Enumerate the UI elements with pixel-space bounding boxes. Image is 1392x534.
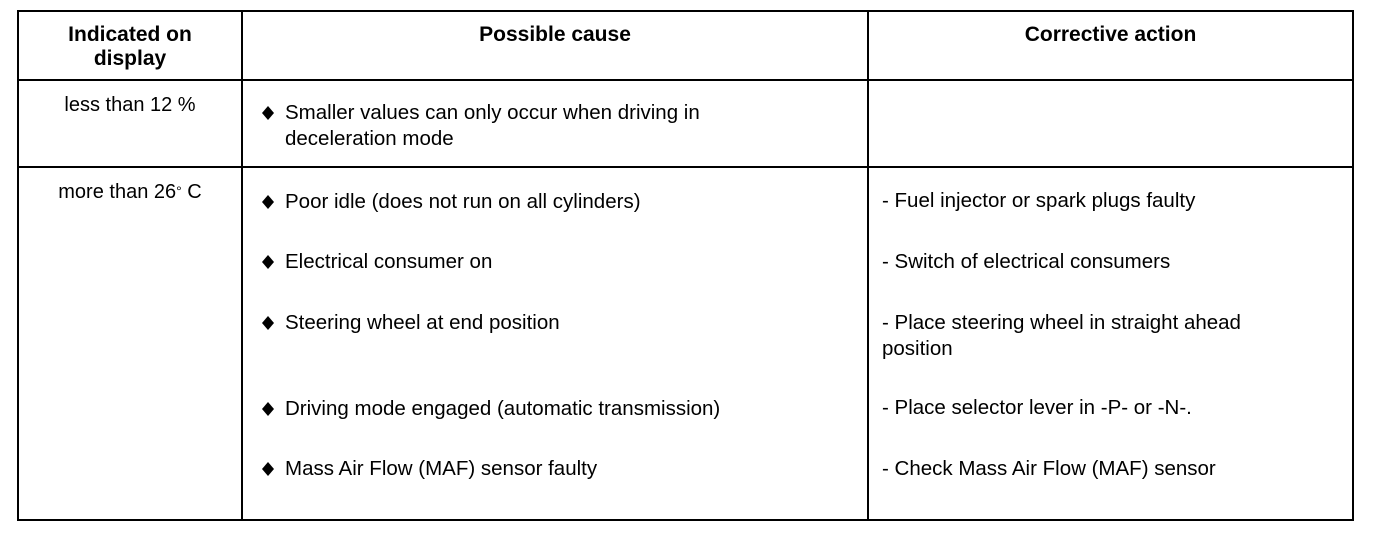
diamond-bullet-icon [262, 255, 274, 269]
indicated-cell [18, 167, 242, 520]
cause-text: Steering wheel at end position [285, 311, 560, 334]
table-row [18, 167, 1353, 520]
diamond-bullet-icon [262, 195, 274, 209]
table-header-row [18, 11, 1353, 80]
diamond-bullet-icon [262, 316, 274, 330]
action-item: - Place steering wheel in straight ahead position [882, 311, 1241, 360]
action-cell [868, 80, 1353, 167]
table-row [18, 80, 1353, 167]
cause-text: Poor idle (does not run on all cylinders) [285, 190, 641, 213]
indicated-value: more than 26 [58, 181, 177, 203]
cause-text: Driving mode engaged (automatic transmission) [285, 397, 721, 420]
cause-cell [242, 80, 868, 167]
cause-item [243, 396, 867, 422]
indicated-cell [18, 80, 242, 167]
cause-text: Mass Air Flow (MAF) sensor faulty [285, 457, 598, 480]
action-item: - Place selector lever in -P- or -N-. [882, 396, 1192, 419]
action-item: - Check Mass Air Flow (MAF) sensor [882, 457, 1216, 480]
header-cause: Possible cause [242, 11, 868, 80]
diamond-bullet-icon [262, 106, 274, 120]
cause-item [243, 456, 867, 482]
cause-item [243, 310, 867, 336]
action-cell [868, 167, 1353, 520]
cause-cell [242, 167, 868, 520]
cause-item [243, 189, 867, 215]
header-indicated-label: Indicated on display [68, 23, 192, 70]
cause-item [243, 100, 867, 152]
cause-item [243, 249, 867, 275]
diagnostic-table [17, 10, 1354, 521]
degree-sign: ° [176, 183, 182, 199]
diamond-bullet-icon [262, 402, 274, 416]
action-item: - Fuel injector or spark plugs faulty [882, 189, 1196, 212]
header-indicated [18, 11, 242, 80]
cause-text: Electrical consumer on [285, 250, 493, 273]
cause-text: Smaller values can only occur when driving in deceleration mode [285, 101, 700, 150]
indicated-unit: C [181, 181, 202, 203]
action-item: - Switch of electrical consumers [882, 250, 1171, 273]
diamond-bullet-icon [262, 462, 274, 476]
indicated-value: less than 12 % [64, 94, 196, 116]
header-action: Corrective action [868, 11, 1353, 80]
